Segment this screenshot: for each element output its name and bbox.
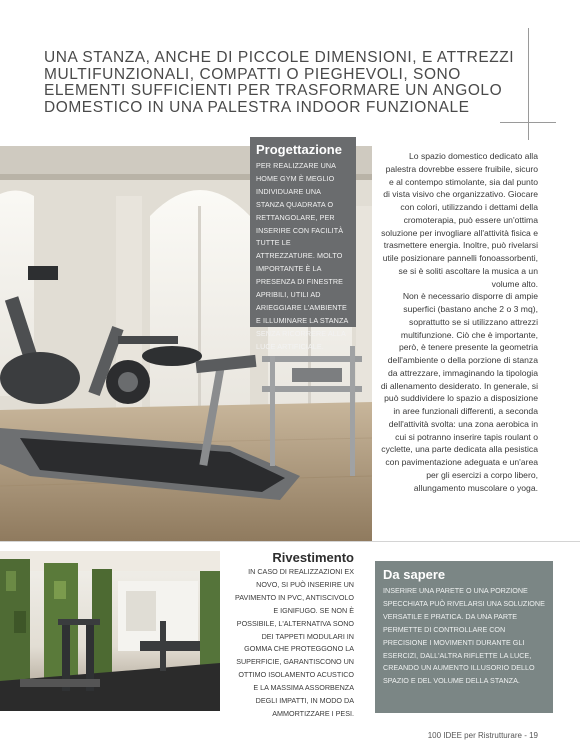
body-paragraph: Non è necessario disporre di ampie superfici (bastano anche 2 o 3 mq), soprattutto se si utilizzano attrezzi multifunzione. Ciò che è importante, però, è tenere presente la geometria dell'ambiente o della porzione di stanza da attrezzare, immaginando la tipologia di allenamento desiderato. In generale, si può suddividere lo spazio a disposizione in aree funzionali differenti, a seconda dell'attività svolta: una zona aerobica in cui si potranno inserire tapis roulant o cyclette, una parte dedicata alla pesistica con pavimentazione adeguata e un'area per gli esercizi a corpo libero, allungamento muscolare o yoga. (380, 291, 538, 493)
rivestimento-title: Rivestimento (272, 550, 354, 565)
da-sapere-box (375, 561, 553, 713)
page-footer: 100 IDEE per Ristrutturare - 19 (427, 731, 538, 740)
progettazione-sidebar (250, 137, 356, 351)
gym-green-wall-illustration (0, 551, 220, 711)
gym-green-wall-photo (0, 551, 220, 711)
rivestimento-text: IN CASO DI REALIZZAZIONI EX NOVO, SI PUÒ INSERIRE UN PAVIMENTO IN PVC, ANTISCIVOLO E IGNIFUGO. SE NON È POSSIBILE, L'ALTERNATIVA SONO DEI TAPPETI MODULARI IN GOMMA CHE PROTEGGONO LA SUPERFICIE, GARANTISCONO UN OTTIMO ISOLAMENTO ACUSTICO E LA MASSIMA ASSORBENZA DEGLI IMPATTI, IN MODO DA AMMORTIZZARE I PESI. (234, 567, 354, 718)
headline: UNA STANZA, ANCHE DI PICCOLE DIMENSIONI, E ATTREZZI MULTIFUNZIONALI, COMPATTI O PIEGHEVOLI, SONO ELEMENTI SUFFICIENTI PER TRASFORMARE UN ANGOLO DOMESTICO IN UNA PALESTRA INDOOR FUNZIONALE (44, 49, 515, 116)
da-sapere-title: Da sapere (383, 567, 446, 582)
section-divider (0, 541, 580, 542)
decorative-vertical-line (528, 28, 529, 140)
body-column (380, 150, 538, 494)
progettazione-text: PER REALIZZARE UNA HOME GYM È MEGLIO INDIVIDUARE UNA STANZA QUADRATA O RETTANGOLARE, PER INSERIRE CON FACILITÀ TUTTE LE ATTREZZATURE. MOLTO IMPORTANTE È LA PRESENZA DI FINESTRE APRIBILI, UTILI AD ARIEGGIARE L'AMBIENTE E ILLUMINARE LA STANZA SENZA RICORRERE ALLA LUCE ARTIFICIALE. (256, 161, 348, 351)
progettazione-title: Progettazione (256, 142, 342, 157)
decorative-horizontal-line (500, 122, 556, 123)
body-paragraph: Lo spazio domestico dedicato alla palestra dovrebbe essere fruibile, sicuro e al contempo stimolante, sia dal punto di vista visivo che organizzativo. Giocare con colori, utilizzando i dettami della cromoterapia, può essere un'ottima soluzione per invogliare all'attività fisica e trasmettere energia. Inoltre, può rivelarsi utile posizionare pannelli fonoassorbenti, se si è soliti ascoltare la musica a un volume alto. (381, 151, 538, 289)
da-sapere-text: INSERIRE UNA PARETE O UNA PORZIONE SPECCHIATA PUÒ RIVELARSI UNA SOLUZIONE VERSATILE E PRATICA. DA UNA PARTE PERMETTE DI CONTROLLARE CON PRECISIONE I MOVIMENTI DURANTE GLI ESERCIZI, DALL'ALTRA RIFLETTE LA LUCE, CREANDO UN AUMENTO ILLUSORIO DELLO SPAZIO E DEL VOLUME DELLA STANZA. (383, 586, 545, 686)
